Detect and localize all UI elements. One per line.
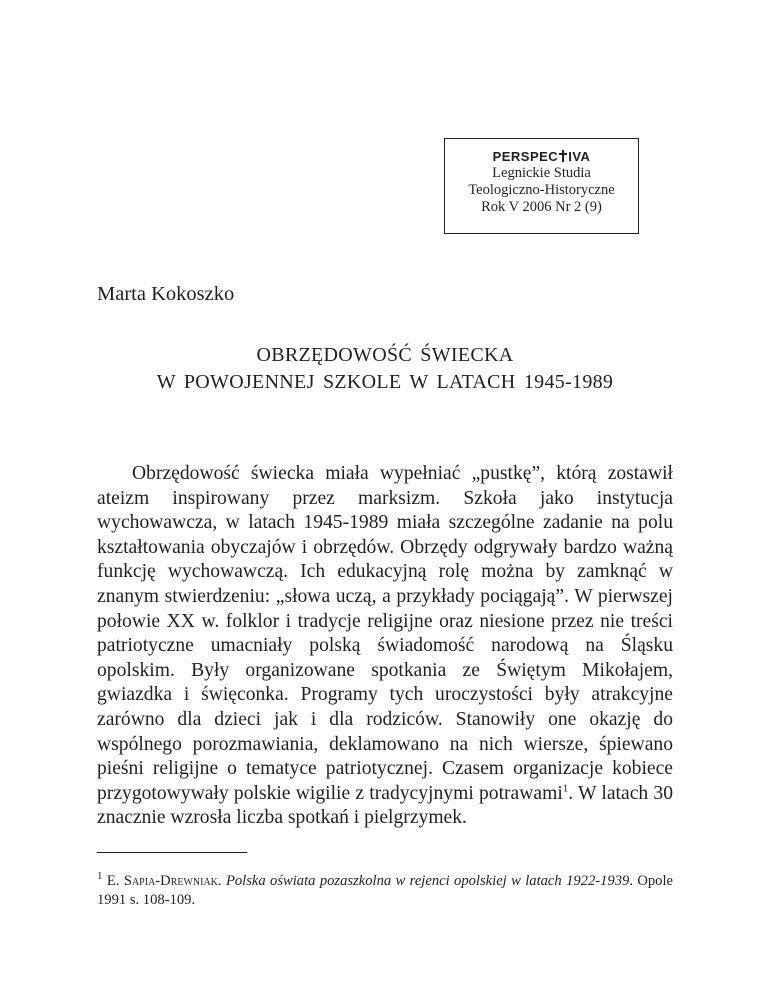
footnote: $^1$ E. Sapia-Drewniak. Polska oświata pozaszkolna w rejenci opolskiej w latach 1922-1939. Opole 1991 s. 108-109. bbox=[97, 870, 674, 908]
journal-name-part: IVA bbox=[568, 149, 591, 164]
author-name: Marta Kokoszko bbox=[97, 283, 235, 305]
paragraph-text: . W latach 30 znacznie wzrosła liczba spotkań i pielgrzymek. bbox=[97, 782, 674, 829]
journal-name-part: PERSPEC bbox=[492, 149, 559, 164]
cross-icon bbox=[559, 150, 567, 162]
title-line: OBRZĘDOWOŚĆ ŚWIECKA bbox=[256, 344, 514, 366]
journal-name bbox=[445, 149, 638, 165]
journal-issue: Rok V 2006 Nr 2 (9) bbox=[481, 199, 602, 215]
journal-subtitle-line: Teologiczno-Historyczne bbox=[468, 182, 615, 198]
journal-info-box bbox=[444, 138, 639, 234]
footnote-number: 1 bbox=[97, 870, 103, 883]
footnote-divider bbox=[97, 852, 247, 853]
title-line: W POWOJENNEJ SZKOLE W LATACH 1945-1989 bbox=[156, 371, 614, 393]
footnote-publication: . Opole 1991 s. 108-109. bbox=[97, 873, 674, 908]
footnote-title: Polska oświata pozaszkolna w rejenci opolskiej w latach 1922-1939 bbox=[225, 873, 630, 889]
article-title bbox=[97, 342, 673, 396]
footnote-author-initial: E. bbox=[106, 873, 124, 889]
journal-subtitle-line: Legnickie Studia bbox=[492, 165, 591, 181]
footnote-reference: 1 bbox=[562, 782, 569, 795]
footnote-author-surname: Sapia-Drewniak bbox=[123, 873, 218, 889]
body-paragraph bbox=[97, 462, 673, 831]
paragraph-text: Obrzędowość świecka miała wypełniać „pustkę”, którą zostawił ateizm inspirowany przez marksizm. Szkoła jako instytucja wychowawcza, w latach 1945-1989 miała szczególne zadanie na polu kształtowania obyczajów i obrzędów. Obrzędy odgrywały bardzo ważną funkcję wychowawczą. Ich edukacyjną rolę można by zamknąć w znanym stwierdzeniu: „słowa uczą, a przykłady pociągają”. W pierwszej połowie XX w. folklor i tradycje religijne oraz niesione przez nie treści patriotyczne umacniały polską świadomość narodową na Śląsku opolskim. Były organizowane spotkania ze Świętym Mikołajem, gwiazdka i święconka. Programy tych uroczystości były atrakcyjne zarówno dla dzieci jak i dla rodziców. Stanowiły one okazję do wspólnego porozmawiania, deklamowano na nich wiersze, śpiewano pieśni religijne o tematyce patriotycznej. Czasem organizacje kobiece przygotowywały polskie wigilie z tradycyjnymi potrawami bbox=[97, 463, 673, 804]
